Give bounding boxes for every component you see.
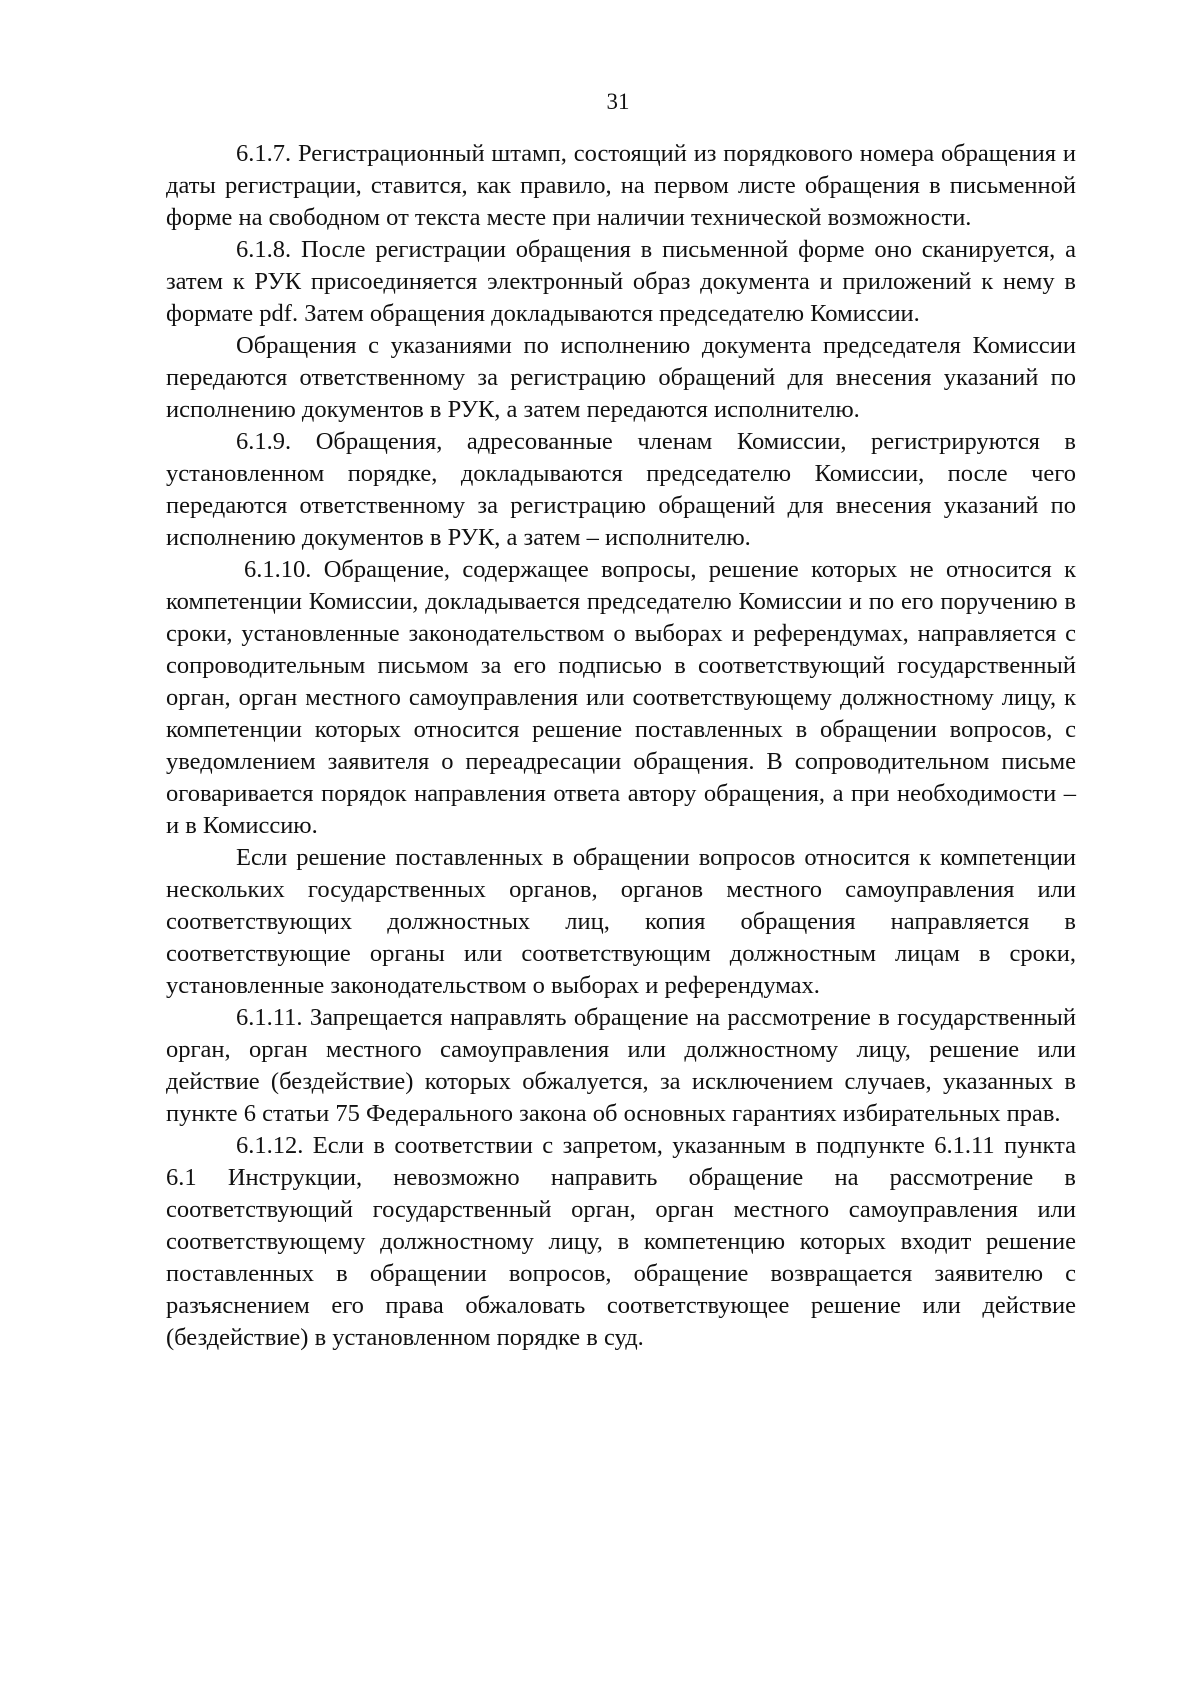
paragraph-6-1-10: 6.1.10. Обращение, содержащее вопросы, решение которых не относится к компетенции Комиссии, докладывается председателю Комиссии и по его поручению в сроки, установленные законодательством о выборах и референдумах, направляется с сопроводительным письмом за его подписью в соответствующий государственный орган, орган местного самоуправления или соответствующему должностному лицу, к компетенции которых относится решение поставленных в обращении вопросов, с уведомлением заявителя о переадресации обращения. В сопроводительном письме оговаривается порядок направления ответа автору обращения, а при необходимости – и в Комиссию. [166, 556, 1076, 839]
paragraph-6-1-12: 6.1.12. Если в соответствии с запретом, указанным в подпункте 6.1.11 пункта 6.1 Инструкции, невозможно направить обращение на рассмотрение в соответствующий государственный орган, орган местного самоуправления или соответствующему должностному лицу, в компетенцию которых входит решение поставленных в обращении вопросов, обращение возвращается заявителю с разъяснением его права обжаловать соответствующее решение или действие (бездействие) в установленном порядке в суд. [166, 1132, 1076, 1351]
paragraph-6-1-10-continued: Если решение поставленных в обращении вопросов относится к компетенции нескольких государственных органов, органов местного самоуправления или соответствующих должностных лиц, копия обращения направляется в соответствующие органы или соответствующим должностным лицам в сроки, установленные законодательством о выборах и референдумах. [166, 844, 1076, 999]
document-body [166, 138, 1076, 1354]
paragraph-6-1-8-continued: Обращения с указаниями по исполнению документа председателя Комиссии передаются ответственному за регистрацию обращений для внесения указаний по исполнению документов в РУК, а затем передаются исполнителю. [166, 332, 1076, 423]
paragraph-6-1-7: 6.1.7. Регистрационный штамп, состоящий из порядкового номера обращения и даты регистрации, ставится, как правило, на первом листе обращения в письменной форме на свободном от текста месте при наличии технической возможности. [166, 140, 1076, 231]
paragraph-6-1-8: 6.1.8. После регистрации обращения в письменной форме оно сканируется, а затем к РУК присоединяется электронный образ документа и приложений к нему в формате pdf. Затем обращения докладываются председателю Комиссии. [166, 236, 1076, 327]
page-number: 31 [606, 89, 630, 114]
paragraph-6-1-9: 6.1.9. Обращения, адресованные членам Комиссии, регистрируются в установленном порядке, докладываются председателю Комиссии, после чего передаются ответственному за регистрацию обращений для внесения указаний по исполнению документов в РУК, а затем – исполнителю. [166, 428, 1076, 551]
paragraph-6-1-11: 6.1.11. Запрещается направлять обращение на рассмотрение в государственный орган, орган местного самоуправления или должностному лицу, решение или действие (бездействие) которых обжалуется, за исключением случаев, указанных в пункте 6 статьи 75 Федерального закона об основных гарантиях избирательных прав. [166, 1004, 1076, 1127]
